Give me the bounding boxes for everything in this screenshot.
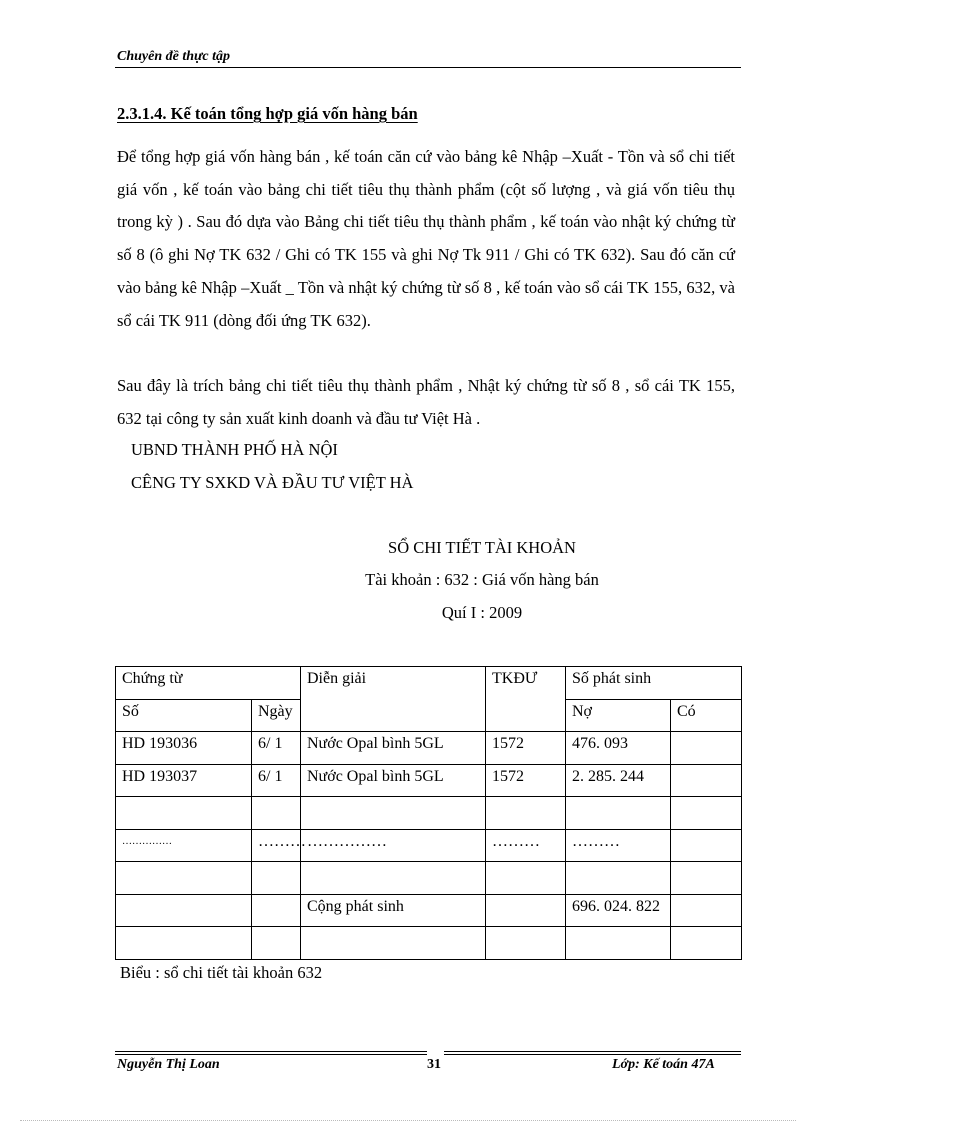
- cell-debit: ………: [566, 829, 671, 862]
- paragraph-2: Sau đây là trích bảng chi tiết tiêu thụ thành phẩm , Nhật ký chứng từ số 8 , sổ cái TK 155, 632 tại công ty sản xuất kinh doanh và đầu tư Việt Hà .: [117, 376, 735, 428]
- cell-description: [301, 927, 486, 960]
- cell-description: [301, 797, 486, 830]
- table-total-row: [116, 894, 742, 927]
- header-account: TKĐƯ: [486, 667, 566, 732]
- cell-account: [486, 927, 566, 960]
- cell-number: [116, 927, 252, 960]
- cell-debit: 2. 285. 244: [566, 764, 671, 797]
- cell-description: Nước Opal bình 5GL: [301, 764, 486, 797]
- cell-description: [301, 862, 486, 895]
- header-rule: [115, 67, 741, 68]
- cell-date: 6/ 1: [252, 732, 301, 765]
- cell-credit: [671, 862, 742, 895]
- cell-account: 1572: [486, 732, 566, 765]
- cell-debit: [566, 797, 671, 830]
- cell-date: [252, 927, 301, 960]
- cell-number: [116, 862, 252, 895]
- header-description: Diễn giải: [301, 667, 486, 732]
- page-header-title: Chuyên đề thực tập: [117, 49, 231, 64]
- table-header-row: [116, 667, 742, 700]
- header-debit: Nợ: [566, 699, 671, 732]
- cell-date: [252, 797, 301, 830]
- table-row: [116, 732, 742, 765]
- cell-description: Cộng phát sinh: [301, 894, 486, 927]
- cell-debit: [566, 927, 671, 960]
- header-date: Ngày: [252, 699, 301, 732]
- cell-credit: [671, 732, 742, 765]
- table-caption: Biểu : sổ chi tiết tài khoản 632: [120, 963, 323, 982]
- ledger-account: Tài khoản : 632 : Giá vốn hàng bán: [365, 570, 599, 589]
- table-row: [116, 927, 742, 960]
- cell-number: [116, 797, 252, 830]
- footer-rule-right: [444, 1051, 741, 1055]
- cell-credit: [671, 894, 742, 927]
- table-row: [116, 829, 742, 862]
- header-number: Số: [116, 699, 252, 732]
- header-voucher: Chứng từ: [116, 667, 301, 700]
- cell-account: 1572: [486, 764, 566, 797]
- table-row: [116, 862, 742, 895]
- cell-description: Nước Opal bình 5GL: [301, 732, 486, 765]
- section-heading: 2.3.1.4. Kế toán tổng hợp giá vốn hàng bán: [117, 104, 418, 123]
- cell-account: [486, 797, 566, 830]
- table-row: [116, 797, 742, 830]
- cell-number: ……………: [116, 829, 252, 862]
- table-row: [116, 764, 742, 797]
- cell-date: 6/ 1: [252, 764, 301, 797]
- cell-credit: [671, 764, 742, 797]
- header-amount: Số phát sinh: [566, 667, 742, 700]
- cell-debit: [566, 862, 671, 895]
- cell-number: HD 193037: [116, 764, 252, 797]
- footer-class: Lớp: Kế toán 47A: [612, 1057, 715, 1072]
- ledger-table: [115, 666, 742, 960]
- org-line-2: CÊNG TY SXKD VÀ ĐẦU TƯ VIỆT HÀ: [131, 473, 414, 492]
- footer-page-number: 31: [427, 1057, 441, 1072]
- ledger-title: SỔ CHI TIẾT TÀI KHOẢN: [388, 538, 576, 557]
- cell-credit: [671, 829, 742, 862]
- cell-account: [486, 862, 566, 895]
- header-credit: Có: [671, 699, 742, 732]
- cell-description: ……………: [301, 829, 486, 862]
- cell-credit: [671, 797, 742, 830]
- ledger-period: Quí I : 2009: [441, 603, 523, 622]
- org-line-1: UBND THÀNH PHỐ HÀ NỘI: [131, 440, 338, 459]
- cell-number: HD 193036: [116, 732, 252, 765]
- cell-date: [252, 894, 301, 927]
- cell-debit: 696. 024. 822: [566, 894, 671, 927]
- page-edge-line: [20, 1120, 796, 1121]
- paragraph-1: Để tổng hợp giá vốn hàng bán , kế toán căn cứ vào bảng kê Nhập –Xuất - Tồn và sổ chi tiết giá vốn , kế toán vào bảng chi tiết tiêu thụ thành phẩm (cột số lượng , và giá vốn tiêu thụ trong kỳ ) . Sau đó dựa vào Bảng chi tiết tiêu thụ thành phẩm , kế toán vào nhật ký chứng từ số 8 (ô ghi Nợ TK 632 / Ghi có TK 155 và ghi Nợ Tk 911 / Ghi có TK 632). Sau đó căn cứ vào bảng kê Nhập –Xuất _ Tồn và nhật ký chứng từ số 8 , kế toán vào sổ cái TK 155, 632, và sổ cái TK 911 (dòng đối ứng TK 632).: [117, 147, 735, 330]
- cell-number: [116, 894, 252, 927]
- cell-credit: [671, 927, 742, 960]
- cell-date: [252, 862, 301, 895]
- cell-account: ………: [486, 829, 566, 862]
- cell-account: [486, 894, 566, 927]
- cell-date: ………: [252, 829, 301, 862]
- footer-author: Nguyễn Thị Loan: [117, 1057, 220, 1072]
- footer-rule-left: [115, 1051, 427, 1055]
- cell-debit: 476. 093: [566, 732, 671, 765]
